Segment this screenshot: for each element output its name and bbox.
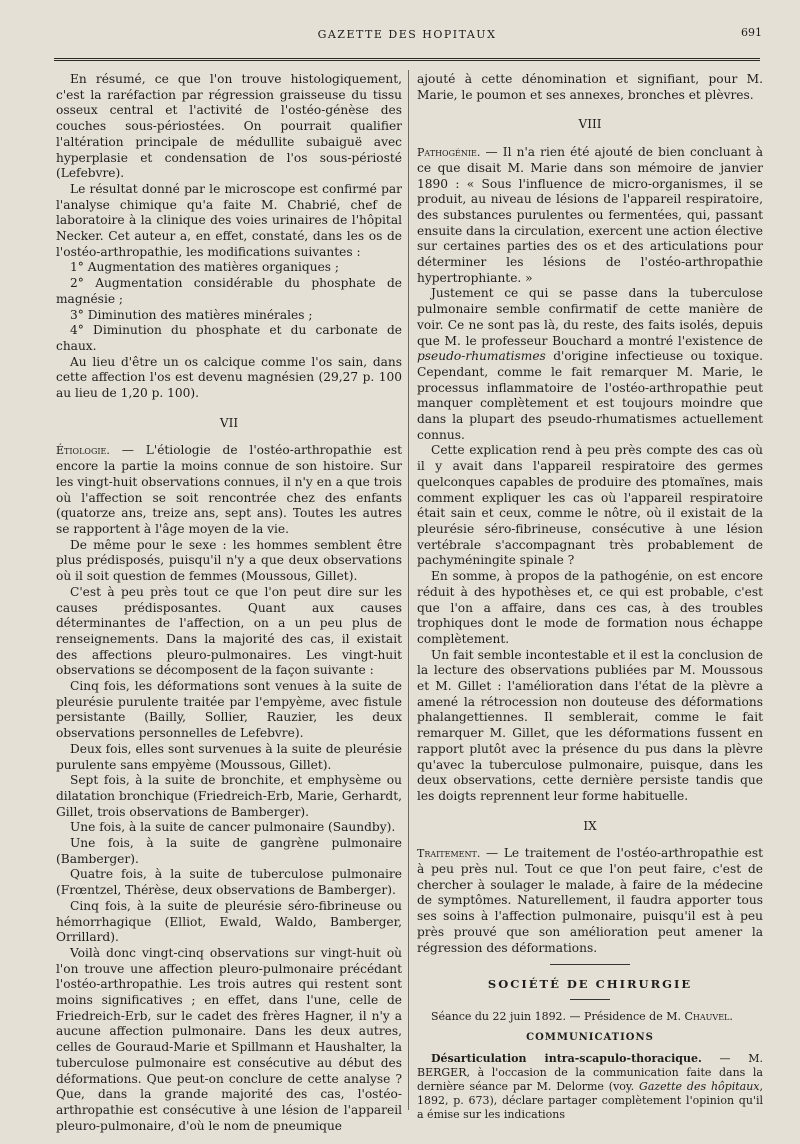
section-number: VII — [219, 415, 239, 430]
paragraph-text: d'origine infectieuse ou toxique. Cependant, comme le fait remarquer M. Marie, le processus inflammatoire de l'ostéo-arthropathie peut manquer complètement et est toujours moindre que dans la plupart des pseudo-rhumatismes actuellement connus. — [417, 349, 763, 442]
section-title: Traitement. — [417, 847, 481, 861]
section-title: Étiologie. — [56, 444, 110, 458]
list-item: 4° Diminution du phosphate et du carbonate de chaux. — [56, 323, 402, 353]
paragraph: Cinq fois, les déformations sont venues à la suite de pleurésie purulente traitée par l'empyème, avec fistule persistante (Bailly, Sollier, Rauzier, les deux observations personnelles de Lefebvre). — [56, 679, 402, 741]
paragraph: En somme, à propos de la pathogénie, on est encore réduit à des hypothèses et, ce qui est probable, c'est que l'on a affaire, dans ces cas, à des troubles trophiques dont le mode de formation nous échappe complètement. — [417, 569, 763, 646]
paragraph: Voilà donc vingt-cinq observations sur vingt-huit où l'on trouve une affection pleuro-pulmonaire précédant l'ostéo-arthropathie. Les trois autres qui restent sont moins significatives ; en effet, dans l'une, celle de Friedreich-Erb, sur le cadet des frères Hagner, il n'y a aucune affection pulmonaire. Dans les deux autres, celles de Gouraud-Marie et Spillmann et Haushalter, la tuberculose pulmonaire est consécutive au début des déformations. Que peut-on conclure de cette analyse ? Que, dans la grande majorité des cas, l'ostéo-arthropathie est consécutive à une lésion de l'appareil pleuro-pulmonaire, d'où le nom de pneumique — [56, 945, 402, 1133]
list-item: 3° Diminution des matières minérales ; — [70, 307, 313, 322]
communication-title: Désarticulation intra-scapulo-thoracique. — [431, 1051, 702, 1065]
italic-term: pseudo-rhumatismes — [417, 349, 546, 364]
page-number: 691 — [741, 26, 762, 39]
paragraph: Cinq fois, à la suite de pleurésie séro-fibrineuse ou hémorrhagique (Elliot, Ewald, Waldo, Bamberger, Orrillard). — [56, 898, 402, 945]
journal-title: Gazette des hôpitaux — [639, 1079, 760, 1093]
paragraph: Le résultat donné par le microscope est confirmé par l'analyse chimique qu'a faite M. Chabrié, chef de laboratoire à la clinique des voies urinaires de l'hôpital Necker. Cet auteur a, en effet, constaté, dans les os de l'ostéo-arthropathie, les modifications suivantes : — [56, 181, 402, 259]
seance-text: Séance du 22 juin 1892. — Présidence de M. — [431, 1009, 685, 1023]
paragraph — [417, 1052, 763, 1122]
communications-heading: COMMUNICATIONS — [526, 1031, 654, 1043]
seance-line — [417, 1010, 763, 1024]
paragraph: Une fois, à la suite de cancer pulmonaire (Saundby). — [70, 820, 396, 835]
header-rule — [54, 58, 760, 61]
paragraph: Quatre fois, à la suite de tuberculose pulmonaire (Frœntzel, Thérèse, deux observations de Bamberger). — [56, 867, 402, 898]
paragraph — [417, 846, 763, 956]
paragraph: Au lieu d'être un os calcique comme l'os sain, dans cette affection l'os est devenu magnésien (29,27 p. 100 au lieu de 1,20 p. 100). — [56, 354, 402, 401]
paragraph-text: à l'occasion de la communication faite dans la dernière séance par M. Delorme (voy. — [417, 1065, 763, 1093]
running-head: GAZETTE DES HOPITAUX — [317, 28, 497, 41]
paragraph — [417, 145, 763, 286]
paragraph — [417, 286, 763, 443]
paragraph-text: , 1892, p. 673), déclare partager complètement l'opinion qu'il a émise sur les indications — [417, 1079, 763, 1121]
paragraph: Une fois, à la suite de gangrène pulmonaire (Bamberger). — [56, 836, 402, 866]
section-number: IX — [583, 818, 597, 833]
paragraph: En résumé, ce que l'on trouve histologiquement, c'est la raréfaction par régression graisseuse du tissu osseux central et l'activité de l'ostéo-génèse des couches sous-périostées. On pourrait qualifier l'altération principale de médullite subaiguë avec hyperplasie et condensation de l'os sous-périosté (Lefebvre). — [56, 72, 402, 181]
paragraph-text: — Il n'a rien été ajouté de bien concluant à ce que disait M. Marie dans son mémoire de janvier 1890 : « Sous l'influence de micro-organismes, il se produit, au niveau de lésions de l'appareil respiratoire, des substances purulentes ou fermentées, qui, passant ensuite dans la circulation, exercent une action élective sur certaines parties des os et des articulations pour déterminer les lésions de l'ostéo-arthropathie hypertrophiante. » — [417, 145, 763, 285]
seance-text: . — [729, 1009, 733, 1023]
list-item: 1° Augmentation des matières organiques ; — [70, 260, 340, 275]
president-name: Chauvel — [684, 1009, 730, 1023]
ornament-rule — [550, 964, 630, 965]
paragraph: Cette explication rend à peu près compte des cas où il y avait dans l'appareil respiratoire des germes quelconques capables de produire des ptomaïnes, mais comment expliquer les cas où l'appareil respiratoire était sain et ceux, comme le nôtre, où il existait de la pleurésie séro-fibrineuse, consécutive à une lésion vertébrale s'accompagnant très probablement de pachyméningite spinale ? — [417, 443, 763, 568]
right-column — [417, 72, 763, 1122]
divider — [570, 999, 610, 1000]
paragraph: Sept fois, à la suite de bronchite, et emphysème ou dilatation bronchique (Friedreich-Erb, Marie, Gerhardt, Gillet, trois observations de Bamberger). — [56, 773, 402, 819]
communication-author: — M. BERGER, — [417, 1051, 763, 1079]
paragraph: Un fait semble incontestable et il est la conclusion de la lecture des observations publiées par M. Moussous et M. Gillet : l'amélioration dans l'état de la plèvre a amené la rétrocession non douteuse des déformations phalangettiennes. Il semblerait, comme le fait remarquer M. Gillet, que les déformations fussent en rapport plutôt avec la présence du pus dans la plèvre qu'avec la tuberculose pulmonaire, puisque, dans les deux observations, cette dernière persiste tandis que les doigts reprennent leur forme habituelle. — [417, 647, 763, 803]
paragraph: ajouté à cette dénomination et signifiant, pour M. Marie, le poumon et ses annexes, bronches et plèvres. — [417, 72, 763, 102]
section-number: VIII — [578, 117, 602, 132]
list-item: 2° Augmentation considérable du phosphate de magnésie ; — [56, 276, 402, 306]
paragraph-text: Justement ce qui se passe dans la tuberculose pulmonaire semble confirmatif de cette manière de voir. Ce ne sont pas là, du reste, des faits isolés, depuis que M. le professeur Bouchard a montré l'existence de — [417, 286, 763, 348]
paragraph: De même pour le sexe : les hommes semblent être plus prédisposés, puisqu'il n'y a que deux observations où il soit question de femmes (Moussous, Gillet). — [56, 537, 402, 584]
paragraph — [56, 443, 402, 537]
paragraph: Deux fois, elles sont survenues à la suite de pleurésie purulente sans empyème (Moussous, Gillet). — [56, 741, 402, 772]
left-column — [56, 72, 402, 1134]
paragraph-text: — Le traitement de l'ostéo-arthropathie est à peu près nul. Tout ce que l'on peut faire, c'est de chercher à soulager le malade, à faire de la médecine de symptômes. Naturellement, il faudra apporter tous ses soins à l'affection pulmonaire, puisqu'il est à peu près prouvé que son amélioration peut amener la régression des déformations. — [417, 846, 763, 955]
paragraph-text: — L'étiologie de l'ostéo-arthropathie est encore la partie la moins connue de son histoire. Sur les vingt-huit observations connues, il n'y en a que trois où l'affection se soit rencontrée chez des enfants (quatorze ans, treize ans, sept ans). Toutes les autres se rapportent à l'âge moyen de la vie. — [56, 443, 402, 536]
paragraph: C'est à peu près tout ce que l'on peut dire sur les causes prédisposantes. Quant aux causes déterminantes de l'affection, on a un peu plus de renseignements. Dans la majorité des cas, il existait des affections pleuro-pulmonaires. Les vingt-huit observations se décomposent de la façon suivante : — [56, 584, 402, 678]
section-title: Pathogénie. — [417, 146, 481, 160]
column-divider — [408, 70, 409, 1110]
society-title: SOCIÉTÉ DE CHIRURGIE — [487, 977, 693, 992]
